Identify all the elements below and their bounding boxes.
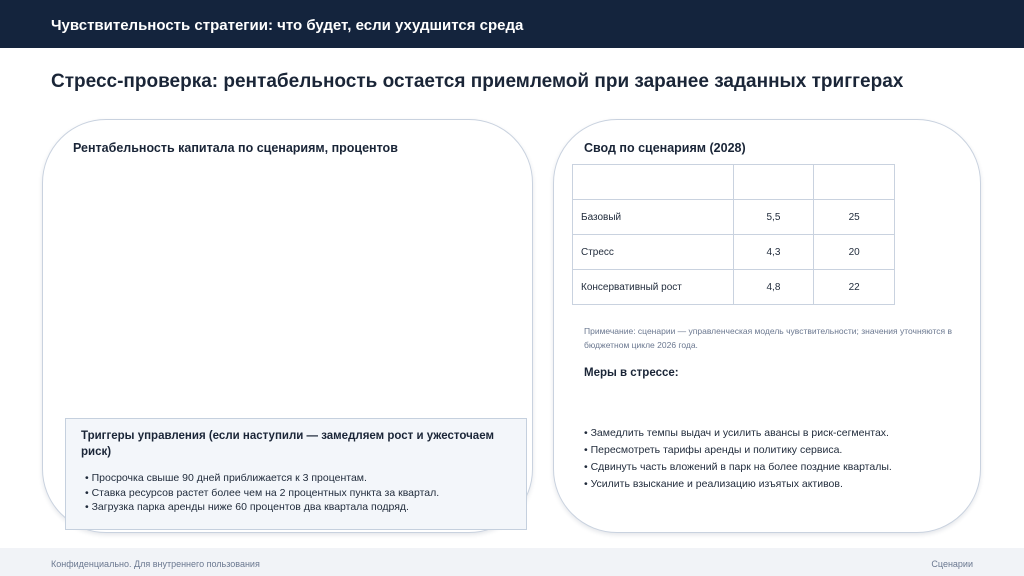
footer-bar <box>0 548 1024 576</box>
top-bar <box>0 0 1024 48</box>
scenario-name-cell: Стресс <box>573 235 734 270</box>
section-label: Сценарии <box>931 559 973 569</box>
trigger-item: • Просрочка свыше 90 дней приближается к 3 процентам. <box>85 472 367 484</box>
scenario-value-cell: 4,8 <box>733 270 814 305</box>
scenario-value-cell: 25 <box>814 200 895 235</box>
triggers-heading: Триггеры управления (если наступили — замедляем рост и ужесточаем риск) <box>81 430 494 458</box>
measures-list <box>584 425 892 493</box>
scenario-name-cell: Базовый <box>573 200 734 235</box>
scenario-value-cell: 20 <box>814 235 895 270</box>
measures-heading: Меры в стрессе: <box>584 367 679 379</box>
table-header-cell <box>814 165 895 200</box>
page-header-title: Чувствительность стратегии: что будет, если ухудшится среда <box>51 17 524 34</box>
table-header-cell <box>733 165 814 200</box>
measure-item: • Усилить взыскание и реализацию изъятых активов. <box>584 478 843 490</box>
scenario-value-cell: 5,5 <box>733 200 814 235</box>
triggers-box <box>65 418 527 530</box>
table-header-row <box>573 165 895 200</box>
table-header-cell <box>573 165 734 200</box>
scenario-name-cell: Консервативный рост <box>573 270 734 305</box>
confidentiality-label: Конфиденциально. Для внутреннего пользования <box>51 559 260 569</box>
scenario-table <box>572 164 895 305</box>
trigger-item: • Ставка ресурсов растет более чем на 2 процентных пункта за квартал. <box>85 486 440 499</box>
measure-item: • Сдвинуть часть вложений в парк на более поздние кварталы. <box>584 461 892 473</box>
measure-item: • Пересмотреть тарифы аренды и политику сервиса. <box>584 444 843 456</box>
triggers-list <box>85 471 439 515</box>
measure-item: • Замедлить темпы выдач и усилить авансы в риск-сегментах. <box>584 427 889 439</box>
trigger-item: • Загрузка парка аренды ниже 60 процентов два квартала подряд. <box>85 501 409 513</box>
table-row <box>573 235 895 270</box>
roe-chart-title: Рентабельность капитала по сценариям, процентов <box>73 141 398 155</box>
scenario-value-cell: 4,3 <box>733 235 814 270</box>
scenario-value-cell: 22 <box>814 270 895 305</box>
table-row <box>573 200 895 235</box>
scenario-note: Примечание: сценарии — управленческая модель чувствительности; значения уточняются в бюджетном цикле 2026 года. <box>584 326 952 350</box>
slide-headline: Стресс-проверка: рентабельность остается приемлемой при заранее заданных триггерах <box>51 71 904 92</box>
table-row <box>573 270 895 305</box>
scenario-summary-title: Свод по сценариям (2028) <box>584 141 746 155</box>
